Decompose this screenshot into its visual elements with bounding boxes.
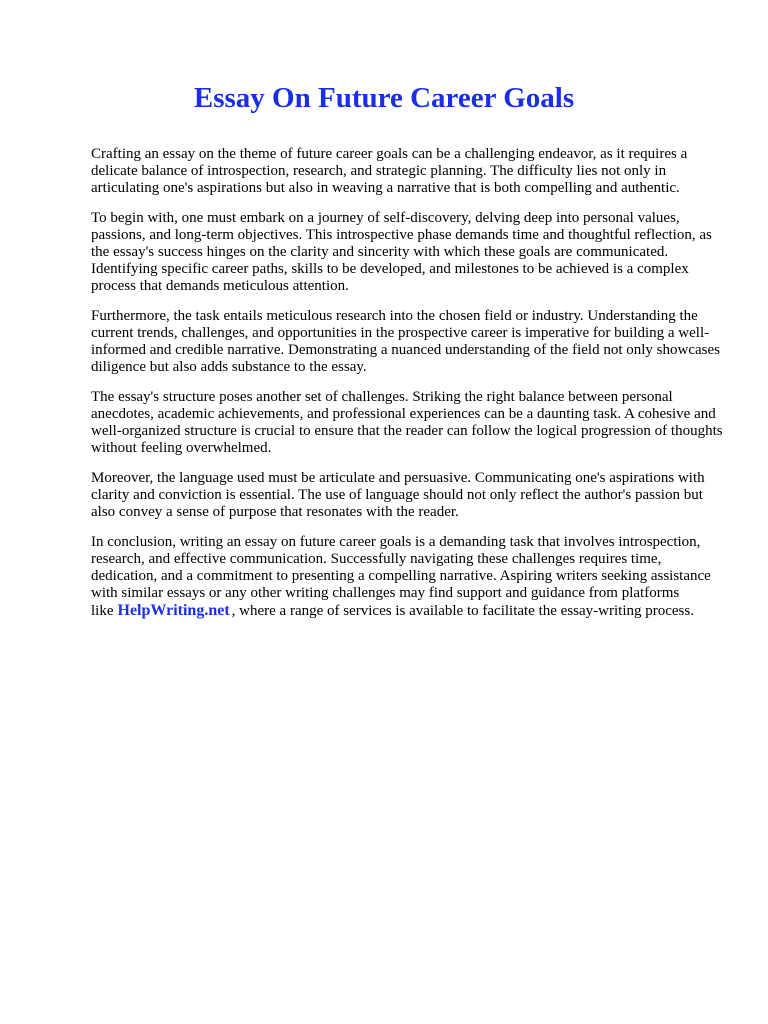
conclusion-text-after-link: , where a range of services is available to facilitate the essay-writing process.: [231, 603, 694, 619]
helpwriting-link[interactable]: HelpWriting.net: [117, 602, 230, 619]
conclusion-paragraph: [91, 534, 727, 620]
paragraph-1: Crafting an essay on the theme of future career goals can be a challenging endeavor, as it requires a delicate balance of introspection, research, and strategic planning. The difficulty lies not only in articulating one's aspirations but also in weaving a narrative that is both compelling and authentic.: [91, 146, 688, 196]
essay-body: [91, 146, 727, 633]
paragraph-4: The essay's structure poses another set of challenges. Striking the right balance between personal anecdotes, academic achievements, and professional experiences can be a daunting task. A cohesive and well-organized structure is crucial to ensure that the reader can follow the logical progression of thoughts without feeling overwhelmed.: [91, 389, 723, 456]
paragraph-5: Moreover, the language used must be articulate and persuasive. Communicating one's aspirations with clarity and conviction is essential. The use of language should not only reflect the author's passion but also convey a sense of purpose that resonates with the reader.: [91, 470, 705, 520]
conclusion-text-before-link: In conclusion, writing an essay on future career goals is a demanding task that involves introspection, research, and effective communication. Successfully navigating these challenges requires time, dedication, and a commitment to presenting a compelling narrative. Aspiring writers seeking assistance with similar essays or any other writing challenges may find support and guidance from platforms like: [91, 534, 711, 619]
page-title: Essay On Future Career Goals: [193, 82, 575, 114]
paragraph-3: Furthermore, the task entails meticulous research into the chosen field or industry. Understanding the current trends, challenges, and opportunities in the prospective career is imperative for building a well-informed and credible narrative. Demonstrating a nuanced understanding of the field not only showcases diligence but also adds substance to the essay.: [91, 308, 720, 375]
paragraph-2: To begin with, one must embark on a journey of self-discovery, delving deep into personal values, passions, and long-term objectives. This introspective phase demands time and thoughtful reflection, as the essay's success hinges on the clarity and sincerity with which these goals are communicated. Identifying specific career paths, skills to be developed, and milestones to be achieved is a complex process that demands meticulous attention.: [91, 210, 712, 294]
